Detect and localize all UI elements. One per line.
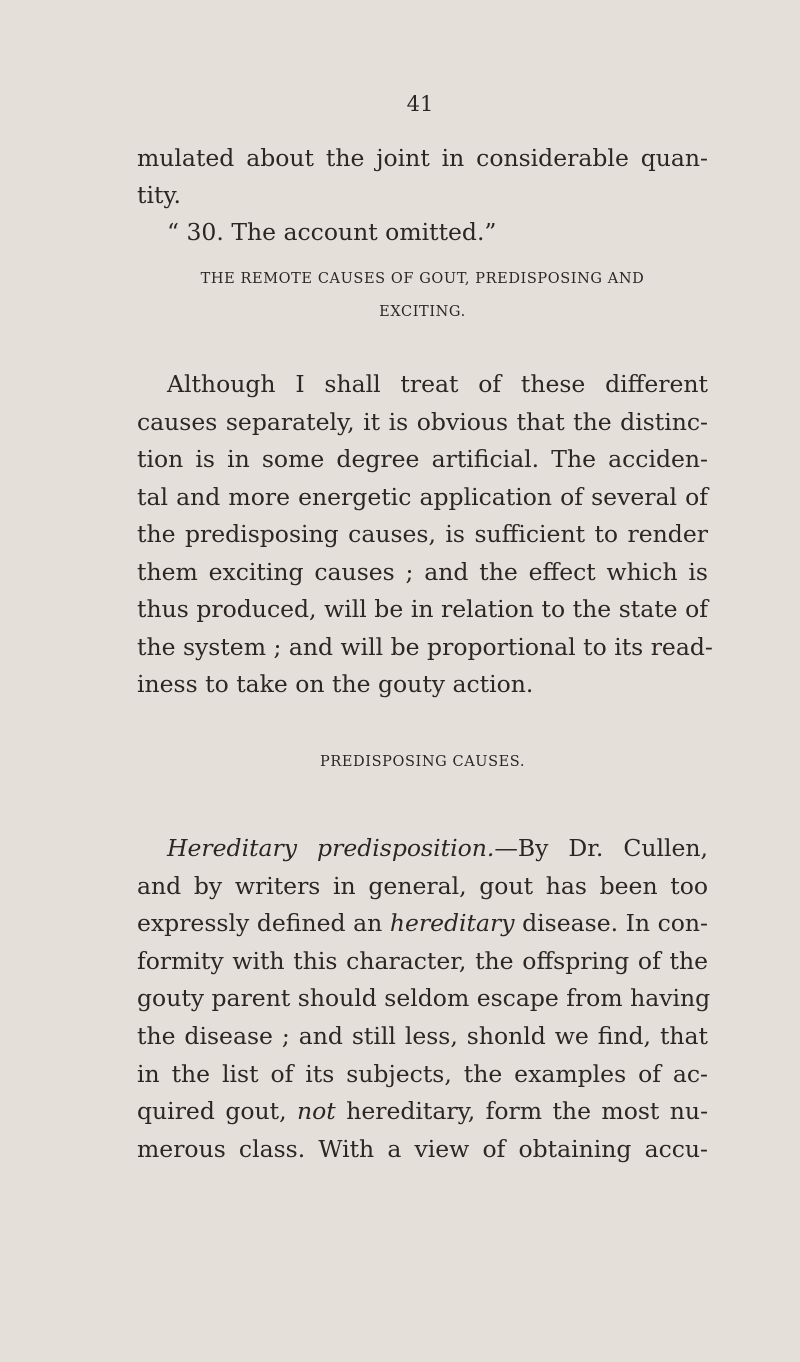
text-line: thus produced, will be in relation to the state of [137,595,708,623]
text-line: iness to take on the gouty action. [137,670,534,698]
text-line: tity. [137,181,182,209]
italic-run: Hereditary predisposition. [167,834,495,862]
text-run: expressly defined an [137,909,390,938]
italic-run: hereditary [389,909,515,938]
text-line: causes separately, it is obvious that the distinc- [137,407,708,436]
text-line [137,830,708,868]
text-line: mulated about the joint in considerable quan- [137,144,708,172]
paragraph-causes [137,366,713,704]
section-heading-predisposing [137,746,708,779]
text-line: in the list of its subjects, the examples of ac- [137,1059,708,1088]
text-line: gouty parent should seldom escape from having [137,984,711,1013]
heading-line: PREDISPOSING CAUSES. [319,754,526,770]
text-run: disease. In con- [514,909,708,938]
text-line: the predisposing causes, is sufficient to render [137,520,708,548]
text-line: tal and more energetic application of several of [137,482,708,511]
text-run: —By Dr. Cullen, [494,834,708,862]
text-line: merous class. With a view of obtaining accu- [137,1134,708,1163]
text-run: hereditary, form the most nu- [335,1097,709,1126]
text-run: quired gout, [137,1097,298,1126]
text-line: the system ; and will be proportional to its read- [137,632,713,661]
paragraph-hereditary [137,830,711,1168]
text-line [137,905,708,943]
text-line: and by writers in general, gout has been too [137,871,708,900]
text-line: the disease ; and still less, shonld we find, that [137,1021,708,1050]
text-line: them exciting causes ; and the effect which is [137,557,708,586]
page-number: 41 [406,92,434,116]
heading-line: EXCITING. [379,304,466,320]
italic-run: not [297,1097,336,1126]
text-line [137,1093,708,1131]
section-heading-remote-causes [137,263,708,329]
text-line: formity with this character, the offspring of the [137,946,708,975]
continuation-text [137,140,708,251]
text-line: tion is in some degree artificial. The acciden- [137,445,708,473]
quoted-note: “ 30. The account omitted.” [167,218,497,246]
text-line: Although I shall treat of these different [167,370,708,398]
heading-line: THE REMOTE CAUSES OF GOUT, PREDISPOSING AND [200,271,645,287]
